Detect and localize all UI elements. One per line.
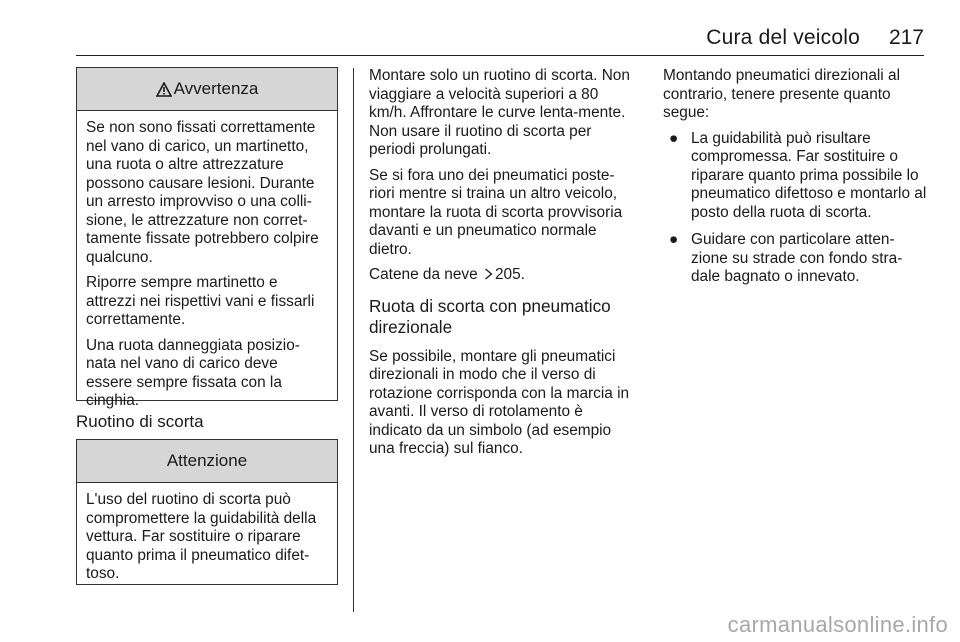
right-column (663, 67, 929, 296)
paragraph: Se si fora uno dei pneumatici poste-riori mentre si traina un altro veicolo, montare la ruota di scorta provvisoria davanti e un pneumatico normale dietro. (369, 166, 623, 258)
header-rule (76, 55, 924, 56)
column-divider (353, 68, 354, 612)
warning-paragraph: Riporre sempre martinetto e attrezzi nei rispettivi vani e fissarli correttamente. (86, 274, 315, 328)
caution-box-header: Attenzione (77, 440, 337, 483)
watermark: carmanualsonline.info (727, 612, 948, 637)
bullet-icon: ● (669, 231, 679, 248)
warning-box-header (77, 68, 337, 111)
section-heading-directional: Ruota di scorta con pneumatico direzionale (369, 295, 611, 337)
snow-chains-label: Catene da neve (369, 266, 478, 283)
caution-box-body (77, 483, 337, 592)
page-reference-arrow-icon (484, 267, 493, 286)
page-number: 217 (888, 26, 924, 49)
paragraph: Se possibile, montare gli pneumatici direzionali in modo che il verso di rotazione corrisponda con la marcia in avanti. Il verso di rotolamento è indicato da un simbolo (ad esempio una freccia) sul fianco. (369, 347, 630, 457)
list-item (663, 231, 929, 287)
list-item-text: La guidabilità può risultare compromessa. Far sostituire o riparare quanto prima possibile lo pneumatico difettoso e montarlo al posto della ruota di scorta. (691, 129, 927, 221)
snow-chains-page: 205. (494, 266, 525, 283)
warning-paragraph: Una ruota danneggiata posizio-nata nel vano di carico deve essere sempre fissata con la cinghia. (86, 336, 300, 409)
warning-paragraph: Se non sono fissati correttamente nel vano di carico, un martinetto, una ruota o altre attrezzature possono causare lesioni. Durante un arresto improvviso o una colli-sione, le attrezzature non corret-tamente fissate potrebbero colpire qualcuno. (86, 119, 319, 266)
warning-box-title: Avvertenza (173, 79, 259, 98)
bullet-icon: ● (669, 129, 679, 147)
middle-column (369, 67, 633, 466)
paragraph: Montando pneumatici direzionali al contrario, tenere presente quanto segue: (663, 67, 900, 121)
warning-box-body (77, 111, 337, 419)
section-heading-spare-wheel: Ruotino di scorta (76, 412, 204, 431)
warning-box (76, 67, 338, 409)
caution-box (76, 439, 338, 585)
list-item-text: Guidare con particolare atten-zione su strade con fondo stra-dale bagnato o innevato. (691, 231, 903, 285)
header-title: Cura del veicolo (706, 26, 860, 49)
snow-chains-reference (369, 266, 633, 286)
list-item (663, 130, 929, 223)
warning-triangle-icon (156, 71, 172, 113)
caution-text: L'uso del ruotino di scorta può compromettere la guidabilità della vettura. Far sostituire o riparare quanto prima il pneumatico difet-toso. (86, 491, 317, 582)
paragraph: Montare solo un ruotino di scorta. Non viaggiare a velocità superiori a 80 km/h. Affrontare le curve lenta-mente. Non usare il ruotino di scorta per periodi prolungati. (369, 67, 630, 158)
